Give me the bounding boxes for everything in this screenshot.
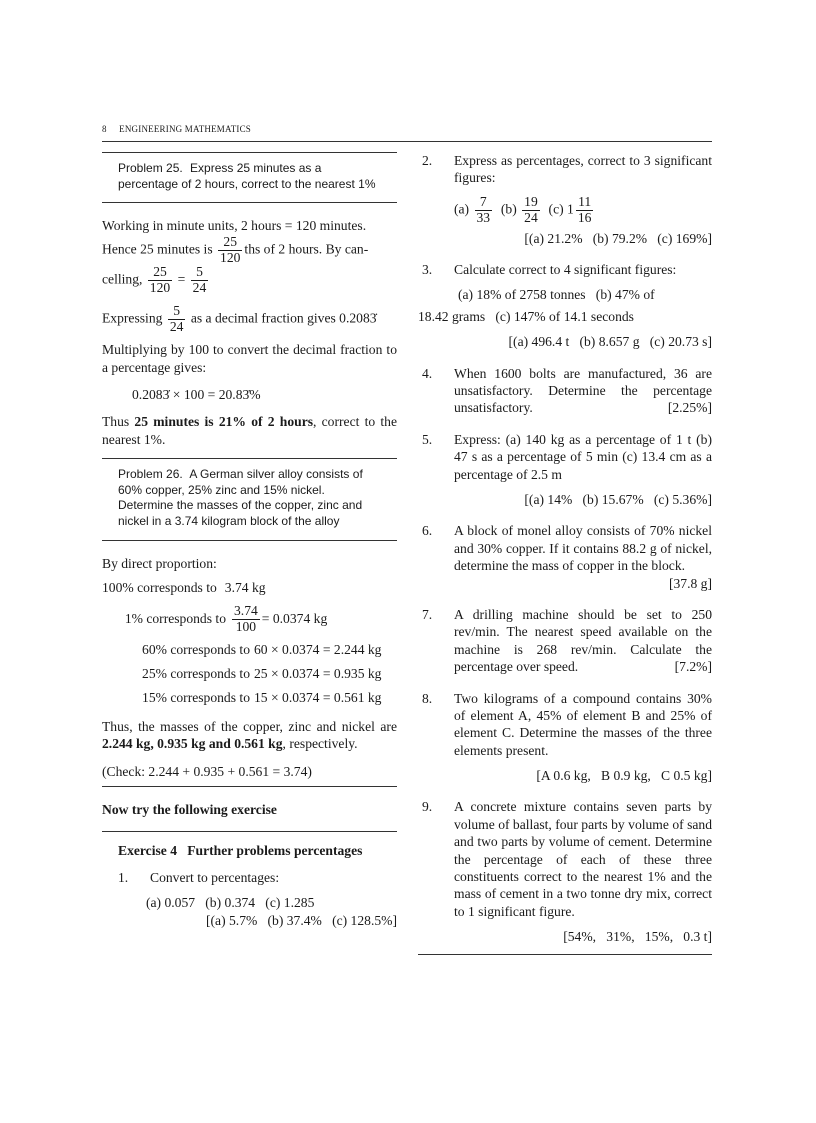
- proportion-row: [102, 686, 397, 710]
- q3-answer: [(a) 496.4 t (b) 8.657 g (c) 20.73 s]: [508, 334, 712, 350]
- q3-line1: (a) 18% of 2758 tonnes (b) 47% of: [458, 287, 655, 303]
- concl-post: , respectively.: [282, 736, 358, 752]
- row-rhs: 60 × 0.0374 = 2.244 kg: [254, 642, 382, 658]
- frac-num: 7: [475, 195, 493, 211]
- item-number: 1.: [118, 869, 129, 885]
- item-number: 9.: [422, 799, 433, 815]
- exercise-item-1: [102, 869, 397, 886]
- item-text-body: A block of monel alloy consists of 70% nickel and 30% copper. If it contains 88.2 g of nickel, determine the mass of copper in the block.: [454, 523, 712, 574]
- p25-line2-post: ths of 2 hours. By can-: [244, 241, 369, 257]
- item-text: A concrete mixture contains seven parts by volume of ballast, four parts by volume of sand and two parts by volume of cement. Determine the percentage of each of these three constituents correct to the nearest 1% and the mass of cement in a two tonne dry mix, correct to 1 significant figure.: [454, 799, 712, 919]
- p25-line2-pre: Hence 25 minutes is: [102, 241, 213, 257]
- item-number: 7.: [422, 606, 433, 622]
- p26-intro: By direct proportion:: [102, 555, 217, 571]
- exercise-bottom-rule: [418, 954, 712, 955]
- q4-answer: [2.25%]: [667, 400, 712, 416]
- frac-den: 100: [235, 618, 257, 634]
- q2-fractions: [418, 195, 712, 226]
- running-title: ENGINEERING MATHEMATICS: [119, 124, 251, 134]
- exercise-title: Exercise 4 Further problems percentages: [118, 842, 363, 858]
- frac-num: 19: [524, 193, 538, 209]
- item-number: 3.: [422, 262, 433, 278]
- now-try-heading: Now try the following exercise: [102, 802, 277, 818]
- p26-conclusion: [102, 718, 397, 753]
- problem25-box: [102, 153, 397, 202]
- p25-line4: [102, 304, 397, 335]
- p25-conclusion: [102, 413, 397, 448]
- p25-line5: Multiplying by 100 to convert the decimal fraction to a percentage gives:: [102, 342, 397, 375]
- part-label: (c) 1: [548, 201, 574, 217]
- frac-num: 3.74: [234, 602, 258, 618]
- row-lhs: 15% corresponds to: [142, 690, 250, 706]
- proportion-row: [102, 662, 397, 686]
- row-lhs: 60% corresponds to: [142, 642, 250, 658]
- frac-den: 24: [524, 209, 538, 225]
- item-text: Express as percentages, correct to 3 significant figures:: [454, 153, 712, 186]
- p25-line4-pre: Expressing: [102, 310, 163, 326]
- part-label: (b): [500, 201, 517, 217]
- item-text: Express: (a) 140 kg as a percentage of 1 t (b) 47 s as a percentage of 5 min (c) 13.4 cm as a percentage of 2.5 m: [454, 431, 712, 482]
- row-rhs: 25 × 0.0374 = 0.935 kg: [254, 666, 382, 682]
- q3-line2: 18.42 grams (c) 147% of 14.1 seconds: [418, 308, 634, 324]
- frac-den: 16: [577, 209, 592, 225]
- exercise-item-4: [418, 365, 712, 417]
- frac-den: 120: [149, 280, 171, 296]
- p25-line1: Working in minute units, 2 hours = 120 minutes.: [102, 218, 367, 234]
- row-lhs: 25% corresponds to: [142, 666, 250, 682]
- item-number: 8.: [422, 690, 433, 706]
- item-text: [454, 606, 712, 676]
- concl-post: , correct to the nearest 1%.: [102, 414, 397, 447]
- q5-answer: [(a) 14% (b) 15.67% (c) 5.36%]: [524, 491, 712, 507]
- proportion-row: [102, 600, 397, 638]
- exercise-item-5: [418, 431, 712, 483]
- item-text: Two kilograms of a compound contains 30% of element A, 45% of element B and 25% of element C. Determine the masses of the three elements present.: [454, 690, 712, 758]
- left-column: [102, 150, 397, 929]
- page-number: 8: [102, 124, 107, 134]
- frac-num: 5: [168, 304, 186, 320]
- exercise-item-2: [418, 152, 712, 187]
- frac-num: 25: [218, 235, 242, 251]
- frac-den: 24: [192, 280, 207, 296]
- proportion-row: [102, 576, 397, 600]
- part-label: (a): [454, 201, 470, 217]
- proportion-table: [102, 576, 397, 710]
- proportion-row: [102, 638, 397, 662]
- frac-num: 25: [148, 265, 172, 281]
- frac-den: 120: [220, 249, 241, 265]
- item-number: 6.: [422, 523, 433, 539]
- right-column: [418, 150, 712, 955]
- problem26-bottom-rule: [102, 540, 397, 541]
- row-rhs: 15 × 0.0374 = 0.561 kg: [254, 690, 382, 706]
- p25-line2: [102, 235, 397, 266]
- exercise-item-7: [418, 606, 712, 676]
- problem26-box: [102, 459, 397, 539]
- row-rhs: 3.74 kg: [224, 580, 266, 596]
- frac-7-33: [475, 195, 493, 226]
- problem25-text: Express 25 minutes as a percentage of 2 hours, correct to the nearest 1%: [118, 161, 376, 191]
- q6-answer: [37.8 g]: [668, 575, 712, 591]
- frac-374-100: [232, 604, 260, 635]
- exercise-top-rule: [102, 831, 397, 832]
- item-number: 4.: [422, 365, 433, 381]
- exercise-item-3: [418, 261, 712, 278]
- frac-5-24-b: [168, 304, 186, 335]
- q2-answer: [(a) 21.2% (b) 79.2% (c) 169%]: [524, 230, 712, 246]
- row-lhs: 100% corresponds to: [102, 580, 217, 596]
- running-header: [102, 124, 261, 136]
- frac-den: 33: [476, 209, 491, 225]
- now-try-top-rule: [102, 786, 397, 787]
- item-text-body: When 1600 bolts are manufactured, 36 are unsatisfactory. Determine the percentage unsatisfactory.: [454, 365, 712, 416]
- frac-25-120: [218, 235, 242, 266]
- problem25-label: Problem 25.: [118, 161, 183, 175]
- q7-answer: [7.2%]: [674, 659, 712, 675]
- frac-num: 11: [576, 195, 594, 211]
- exercise-item-9: [418, 798, 712, 920]
- q8-answer: [A 0.6 kg, B 0.9 kg, C 0.5 kg]: [536, 768, 712, 784]
- q9-answer: [54%, 31%, 15%, 0.3 t]: [563, 929, 712, 945]
- concl-pre: Thus: [102, 414, 135, 430]
- equals-sign: =: [177, 272, 186, 288]
- frac-num: 5: [191, 265, 209, 281]
- exercise-item-8: [418, 690, 712, 760]
- p25-line3-pre: celling,: [102, 272, 143, 288]
- problem26-label: Problem 26.: [118, 467, 183, 482]
- item-text-body: A drilling machine should be set to 250 rev/min. The nearest speed available on the machine is 268 rev/min. Calculate the percentage over speed.: [454, 606, 712, 675]
- concl-bold: 2.244 kg, 0.935 kg and 0.561 kg: [102, 736, 283, 752]
- p25-line3: [102, 265, 397, 296]
- frac-25-120-b: [148, 265, 172, 296]
- item-text: Calculate correct to 4 significant figures:: [454, 262, 677, 278]
- item-text: [454, 365, 712, 417]
- item-number: 5.: [422, 431, 433, 447]
- frac-den: 24: [169, 319, 184, 335]
- problem26-text: A German silver alloy consists of 60% copper, 25% zinc and 15% nickel. Determine the masses of the copper, zinc and nickel in a 3.74 kilogram block of the alloy: [118, 467, 363, 529]
- exercise-item-6: [418, 522, 712, 592]
- p25-calc: 0.2083̇ × 100 = 20.83̇%: [132, 387, 261, 403]
- p26-check: (Check: 2.244 + 0.935 + 0.561 = 3.74): [102, 763, 312, 779]
- q1-answer: [(a) 5.7% (b) 37.4% (c) 128.5%]: [205, 912, 397, 928]
- row-lhs: 1% corresponds to: [124, 611, 226, 627]
- p25-line4-post: as a decimal fraction gives 0.2083̇: [190, 310, 377, 326]
- frac-19-24: [522, 195, 540, 226]
- concl-pre: Thus, the masses of the copper, zinc and nickel are: [102, 719, 397, 735]
- item-text: Convert to percentages:: [150, 869, 280, 885]
- problem25-bottom-rule: [102, 202, 397, 203]
- q1-parts: (a) 0.057 (b) 0.374 (c) 1.285: [146, 895, 315, 911]
- frac-5-24: [191, 265, 209, 296]
- item-number: 2.: [422, 153, 433, 168]
- row-rhs: = 0.0374 kg: [261, 611, 328, 627]
- header-rule: [102, 141, 712, 142]
- item-text: [454, 522, 712, 592]
- frac-11-16: [576, 195, 594, 226]
- concl-bold: 25 minutes is 21% of 2 hours: [134, 414, 314, 430]
